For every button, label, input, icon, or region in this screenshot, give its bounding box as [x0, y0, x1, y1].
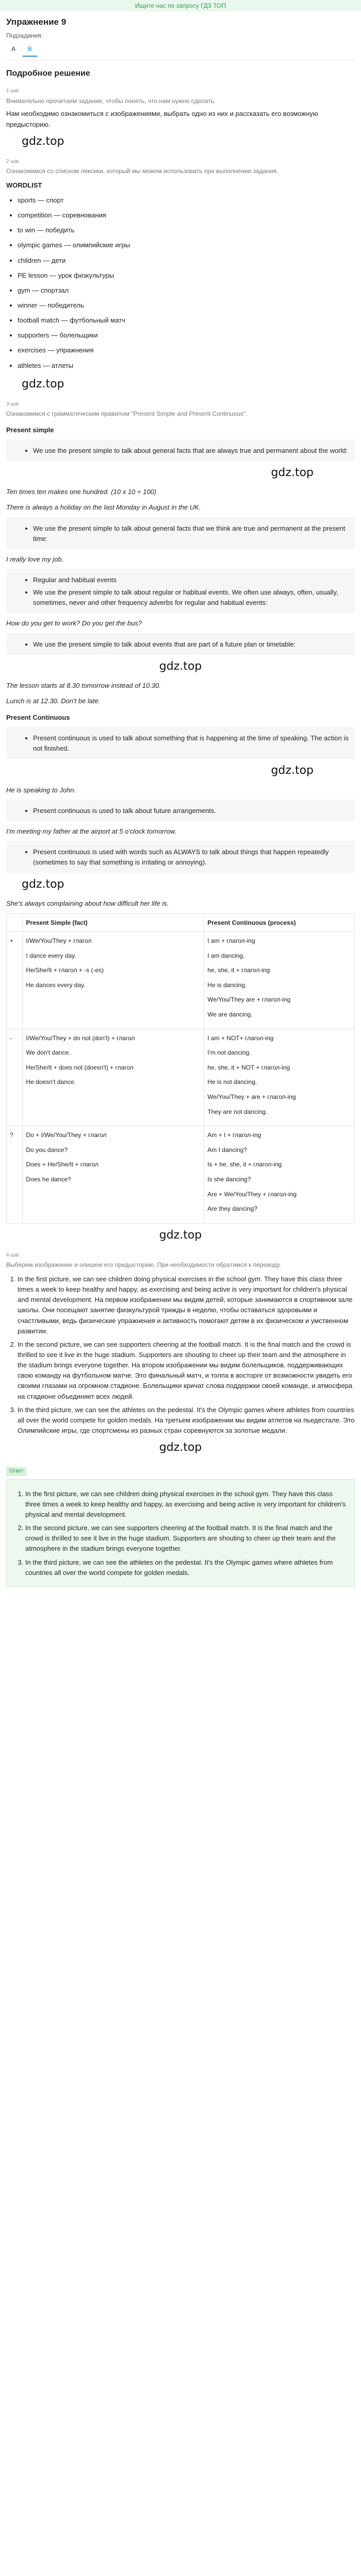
cell-line: Are + We/You/They + глагол-ing: [207, 1190, 297, 1198]
cell-line: We don't dance.: [26, 1049, 71, 1057]
rule-text: • Present continuous is used to talk about something that is happening at the time of speaking. The action is not finished.: [33, 733, 349, 754]
story-list: [18, 1274, 355, 1436]
rule-box: [6, 517, 355, 549]
rule-title: Present Continuous: [6, 714, 70, 722]
example: She's always complaining about how difficult her life is.: [6, 900, 169, 908]
answer-tag: Ответ: [6, 1467, 26, 1476]
table-row: [7, 1029, 355, 1126]
rule-title: Present simple: [6, 426, 54, 434]
grammar-table: [6, 913, 355, 1224]
rule-text: • Regular and habitual events: [33, 575, 349, 585]
rule-box: [6, 569, 355, 613]
cell-line: Do you dance?: [26, 1146, 68, 1154]
rule-text: • We use the present simple to talk about general facts that are always true and permanent about the world:: [33, 446, 349, 456]
wordlist-item: • competition — соревнования: [18, 210, 355, 221]
cell-line: He is not dancing.: [207, 1078, 257, 1086]
cell-line: I dance every day.: [26, 952, 76, 959]
step-label: 4 шаг: [6, 1252, 20, 1258]
answer-list: [25, 1489, 347, 1578]
continuous-cell: [204, 932, 355, 1029]
example: There is always a holiday on the last Monday in August in the UK.: [6, 503, 201, 512]
cell-line: Is she dancing?: [207, 1176, 251, 1183]
story-item: 1. In the first picture, we can see children doing physical exercises in the school gym. They have this class three times a week to keep healthy and happy, as exercising and being active is very important for children's physical and mental development. На первом изображении мы видим детей, которые занимаются в спортивном зале школы. Они посещают занятие физкультурой трижды в неделю, чтобы оставаться здоровыми и счастливыми, ведь физические упражнения и активность помогают детям в их физическом и умственном развитии.: [18, 1274, 355, 1336]
example: How do you get to work? Do you get the bus?: [6, 619, 142, 628]
rule-text: • Present continuous is used with words such as ALWAYS to talk about things that happen repeatedly (sometimes to say that something is irritating or annoying).: [33, 847, 349, 868]
example: I'm meeting my father at the airport at 5 o'clock tomorrow.: [6, 827, 177, 835]
watermark: gdz.top: [22, 878, 64, 891]
cell-line: I'm not dancing.: [207, 1049, 251, 1057]
cell-line: He dances every day.: [26, 981, 86, 989]
answer-item: 3. In the third picture, we can see the athletes on the pedestal. It's the Olympic games where athletes from countries all over the world compete for golden medals.: [25, 1557, 347, 1578]
rule-box: [6, 727, 355, 759]
cell-line: We/You/They + are + глагол-ing: [207, 1093, 296, 1101]
tab-b[interactable]: B: [23, 43, 37, 57]
example: I really love my job.: [6, 555, 64, 563]
watermark: gdz.top: [159, 1228, 202, 1242]
wordlist-item: • winner — победитель: [18, 300, 355, 311]
simple-cell: [23, 1126, 204, 1224]
table-header: Present Simple (fact): [23, 913, 204, 932]
tab-a[interactable]: A: [11, 45, 16, 53]
cell-line: Is + he, she, it + глагол-ing: [207, 1161, 282, 1168]
answer-item: 2. In the second picture, we can see supporters cheering at the football match. It is the final match and the crowd is thrilled to see it live in the huge stadium. Supporters are shouting to cheer up their team and the atmosphere in the stadium brings everyone together.: [25, 1523, 347, 1554]
cell-line: he, she, it + NOT + глагол-ing: [207, 1063, 290, 1071]
cell-line: Do + I/We/You/They + глагол: [26, 1131, 107, 1139]
watermark: gdz.top: [159, 659, 202, 673]
cell-line: He/She/It + does not (doesn't) + глагол: [26, 1063, 134, 1071]
cell-line: I am + NOT+ глагол-ing: [207, 1034, 274, 1042]
simple-cell: [23, 932, 204, 1029]
rule-text: • We use the present simple to talk about events that are part of a future plan or timetable:: [33, 639, 349, 650]
page-title: Упражнение 9: [6, 17, 67, 27]
table-header: Present Continuous (process): [204, 913, 355, 932]
cell-line: We are dancing.: [207, 1011, 253, 1019]
example: Ten times ten makes one hundred. (10 x 10 = 100): [6, 488, 157, 496]
wordlist-item: • gym — спортзал: [18, 285, 355, 296]
step-label: 3 шаг: [6, 401, 20, 407]
solution-title: Подробное решение: [6, 69, 90, 78]
cell-line: he, she, it + глагол-ing: [207, 967, 270, 974]
cell-line: They are not dancing.: [207, 1108, 268, 1115]
wordlist-item: • to win — победить: [18, 225, 355, 235]
subtasks-label: Подзадания:: [6, 32, 43, 40]
rule-box: [6, 800, 355, 821]
cell-line: I am dancing.: [207, 952, 245, 959]
watermark: gdz.top: [22, 377, 64, 391]
top-banner-text: Ищите нас по запросу ГДЗ ТОП: [135, 2, 226, 9]
row-mark: +: [7, 932, 23, 1029]
rule-text: • We use the present simple to talk about general facts that we think are true and permanent at the present time:: [33, 523, 349, 544]
cell-line: Am I dancing?: [207, 1146, 248, 1154]
cell-line: I am + глагол-ing: [207, 937, 255, 945]
example: The lesson starts at 8.30 tomorrow instead of 10.30.: [6, 681, 161, 689]
example: Lunch is at 12.30. Don't be late.: [6, 697, 101, 705]
step-instruction: Ознакомимся с грамматическим правилом "Present Simple and Present Continuous".: [6, 410, 248, 418]
cell-line: Are they dancing?: [207, 1205, 258, 1213]
watermark: gdz.top: [271, 466, 314, 480]
step-instruction: Ознакомимся со списком лексики, который мы можем использовать при выполнении задания.: [6, 167, 278, 175]
rule-text: • Present continuous is used to talk about future arrangements.: [33, 806, 349, 816]
cell-line: I/We/You/They + do not (don't) + глагол: [26, 1034, 135, 1042]
wordlist-item: • olympic games — олимпийские игры: [18, 240, 355, 250]
step-instruction: Внимательно прочитаем задание, чтобы понять, что нам нужно сделать.: [6, 97, 216, 105]
continuous-cell: [204, 1029, 355, 1126]
answer-box: [6, 1479, 355, 1587]
row-mark: -: [7, 1029, 23, 1126]
step-instruction: Выберем изображение и опишем его предысторию. При необходимости обратимся к переводу.: [6, 1261, 281, 1269]
table-header: [7, 913, 23, 932]
wordlist: [18, 195, 355, 371]
wordlist-item: • football match — футбольный матч: [18, 315, 355, 326]
wordlist-item: • supporters — болельщики: [18, 330, 355, 341]
simple-cell: [23, 1029, 204, 1126]
cell-line: We/You/They are + глагол-ing: [207, 996, 291, 1004]
wordlist-item: • PE lesson — урок физкультуры: [18, 270, 355, 281]
rule-box: [6, 841, 355, 873]
cell-line: Does he dance?: [26, 1176, 71, 1183]
rule-box: [6, 633, 355, 655]
cell-line: Am + I + глагол-ing: [207, 1131, 261, 1139]
story-item: 2. In the second picture, we can see supporters cheering at the football match. It is the final match and the crowd is thrilled to see it live in the huge stadium. Supporters are shouting to cheer up their team and the atmosphere in the stadium brings everyone together. На втором изображении мы видим болельщиков, поддерживающих свою команду на футбольном матче. Это финальный матч, и толпа в восторге от возможности увидеть его своими глазами на огромном стадионе. Болельщики кричат слова поддержки своей команде, и атмосфера на стадионе объединяет всех людей.: [18, 1340, 355, 1402]
table-row: [7, 1126, 355, 1224]
example: He is speaking to John.: [6, 786, 76, 794]
wordlist-title: WORDLIST: [6, 181, 42, 189]
cell-line: He/She/It + глагол + -s (-es): [26, 967, 104, 974]
cell-line: Does + He/She/It + глагол: [26, 1161, 99, 1168]
cell-line: He doesn't dance.: [26, 1078, 76, 1086]
cell-line: He is dancing.: [207, 981, 247, 989]
top-banner[interactable]: [0, 0, 361, 11]
wordlist-item: • sports — спорт: [18, 195, 355, 206]
watermark: gdz.top: [22, 134, 64, 148]
table-row: [7, 932, 355, 1029]
rule-box: [6, 439, 355, 461]
subtask-tabs: [6, 43, 355, 60]
watermark: gdz.top: [159, 1441, 202, 1454]
watermark: gdz.top: [271, 764, 314, 777]
story-item: 3. In the third picture, we can see the athletes on the pedestal. It's the Olympic games where athletes from countries all over the world compete for golden medals. На третьем изображении мы видим атлетов на пьедестале. Это Олимпийские игры, где спортсмены из разных стран соревнуются за золотые медали.: [18, 1405, 355, 1436]
step-label: 1 шаг: [6, 88, 20, 94]
cell-line: I/We/You/They + глагол: [26, 937, 92, 945]
step-label: 2 шаг: [6, 158, 20, 164]
table-header-row: [7, 913, 355, 932]
wordlist-item: • exercises — упражнения: [18, 345, 355, 355]
rule-text: • We use the present simple to talk about regular or habitual events. We often use always, often, usually, sometimes, never and other frequency adverbs for regular and habitual events:: [33, 587, 349, 608]
row-mark: ?: [7, 1126, 23, 1224]
wordlist-item: • athletes — атлеты: [18, 361, 355, 371]
continuous-cell: [204, 1126, 355, 1224]
answer-item: 1. In the first picture, we can see children doing physical exercises in the school gym. They have this class three times a week to keep healthy and happy, as exercising and being active is very important for children's physical and mental development.: [25, 1489, 347, 1520]
step-text: Нам необходимо ознакомиться с изображениями, выбрать одно из них и рассказать его возможную предысторию.: [6, 110, 318, 128]
wordlist-item: • children — дети: [18, 256, 355, 266]
